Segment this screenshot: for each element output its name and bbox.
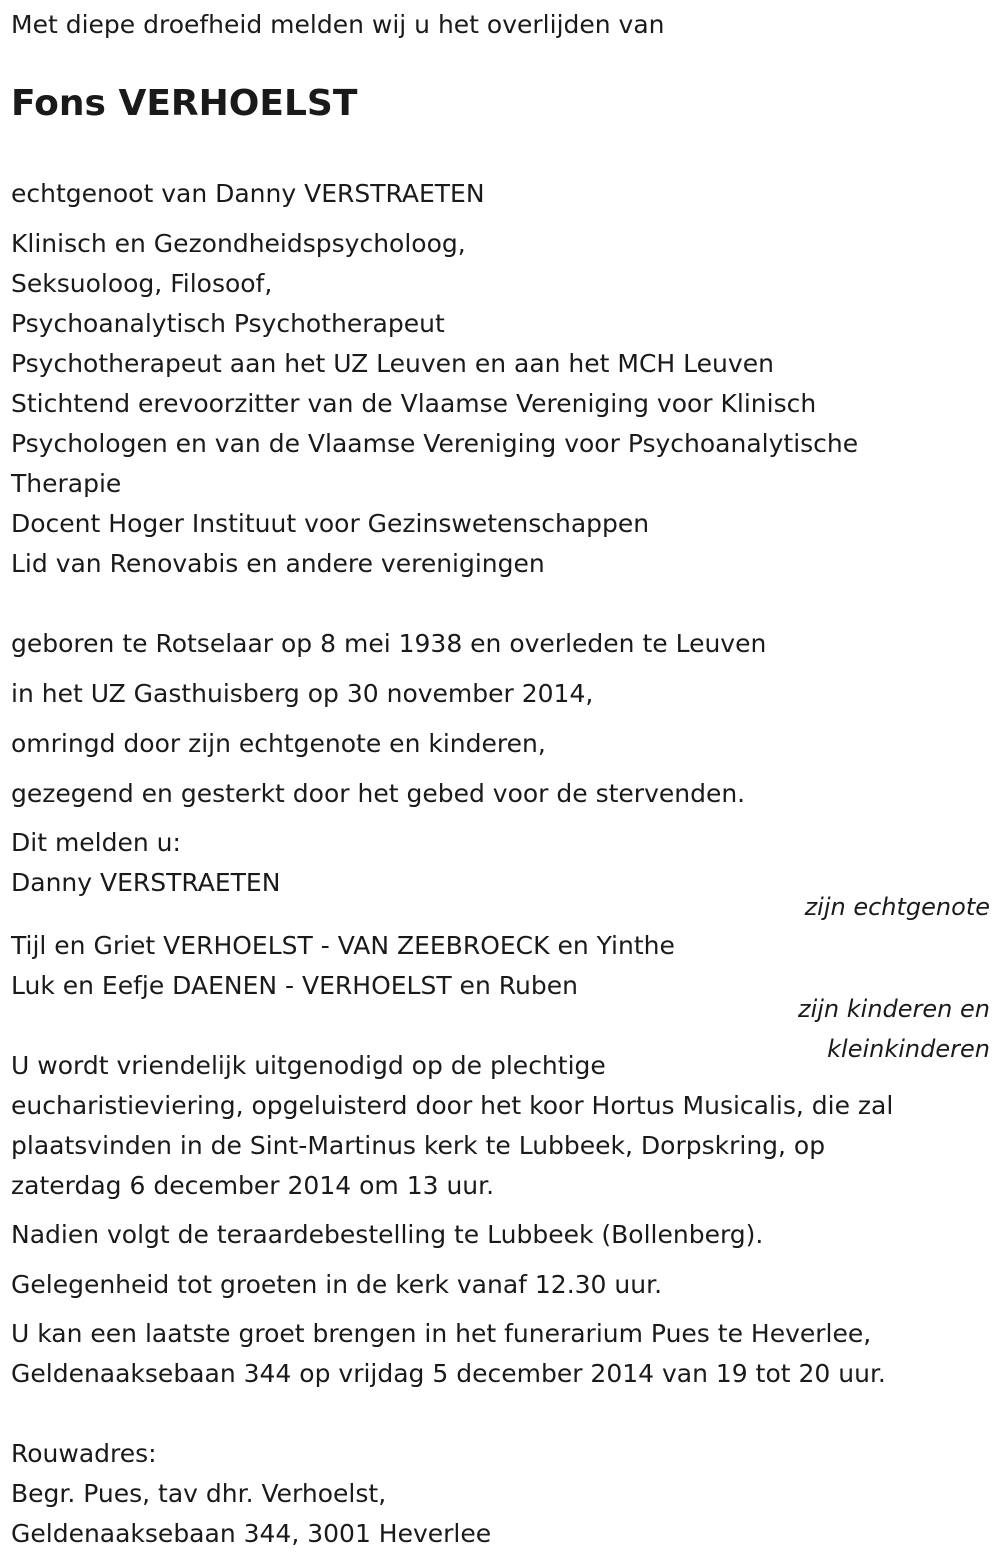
deceased-name: Fons VERHOELST — [11, 83, 358, 124]
ceremony-line: zaterdag 6 december 2014 om 13 uur. — [11, 1171, 495, 1200]
spouse-relation: zijn echtgenote — [804, 893, 990, 921]
mourning-address-line: Geldenaaksebaan 344, 3001 Heverlee — [11, 1519, 492, 1548]
ceremony-line: eucharistieviering, opgeluisterd door het koor Hortus Musicalis, die zal — [11, 1091, 894, 1120]
title-line: Klinisch en Gezondheidspsycholoog, — [11, 229, 466, 258]
funeral-home-line: U kan een laatste groet brengen in het funerarium Pues te Heverlee, — [11, 1319, 872, 1348]
child-family-line: Luk en Eefje DAENEN - VERHOELST en Ruben — [11, 971, 578, 1000]
title-line: Therapie — [11, 469, 122, 498]
child-family-line: Tijl en Griet VERHOELST - VAN ZEEBROECK en Yinthe — [11, 931, 675, 960]
children-relation-line: zijn kinderen en — [798, 995, 990, 1023]
ceremony-line: U wordt vriendelijk uitgenodigd op de plechtige — [11, 1051, 606, 1080]
life-detail-line: in het UZ Gasthuisberg op 30 november 2014, — [11, 679, 594, 708]
life-detail-line: omringd door zijn echtgenote en kinderen, — [11, 729, 546, 758]
life-detail-line: gezegend en gesterkt door het gebed voor de stervenden. — [11, 779, 746, 808]
intro-line: Met diepe droefheid melden wij u het overlijden van — [11, 10, 665, 39]
mourning-address-label: Rouwadres: — [11, 1439, 157, 1468]
title-line: Stichtend erevoorzitter van de Vlaamse Vereniging voor Klinisch — [11, 389, 817, 418]
title-line: Psychoanalytisch Psychotherapeut — [11, 309, 445, 338]
title-line: Psychotherapeut aan het UZ Leuven en aan het MCH Leuven — [11, 349, 774, 378]
title-line: Psychologen en van de Vlaamse Vereniging voor Psychoanalytische — [11, 429, 859, 458]
spouse-line: echtgenoot van Danny VERSTRAETEN — [11, 179, 485, 208]
title-line: Seksuoloog, Filosoof, — [11, 269, 273, 298]
life-detail-line: geboren te Rotselaar op 8 mei 1938 en overleden te Leuven — [11, 629, 767, 658]
announcers-intro: Dit melden u: — [11, 828, 181, 857]
ceremony-line: plaatsvinden in de Sint-Martinus kerk te Lubbeek, Dorpskring, op — [11, 1131, 826, 1160]
title-line: Docent Hoger Instituut voor Gezinswetenschappen — [11, 509, 650, 538]
title-line: Lid van Renovabis en andere verenigingen — [11, 549, 545, 578]
mourning-address-line: Begr. Pues, tav dhr. Verhoelst, — [11, 1479, 387, 1508]
spouse-name: Danny VERSTRAETEN — [11, 868, 281, 897]
funeral-home-line: Geldenaaksebaan 344 op vrijdag 5 december 2014 van 19 tot 20 uur. — [11, 1359, 886, 1388]
burial-line: Nadien volgt de teraardebestelling te Lubbeek (Bollenberg). — [11, 1220, 764, 1249]
greeting-line: Gelegenheid tot groeten in de kerk vanaf 12.30 uur. — [11, 1270, 663, 1299]
children-relation-line: kleinkinderen — [827, 1035, 990, 1063]
